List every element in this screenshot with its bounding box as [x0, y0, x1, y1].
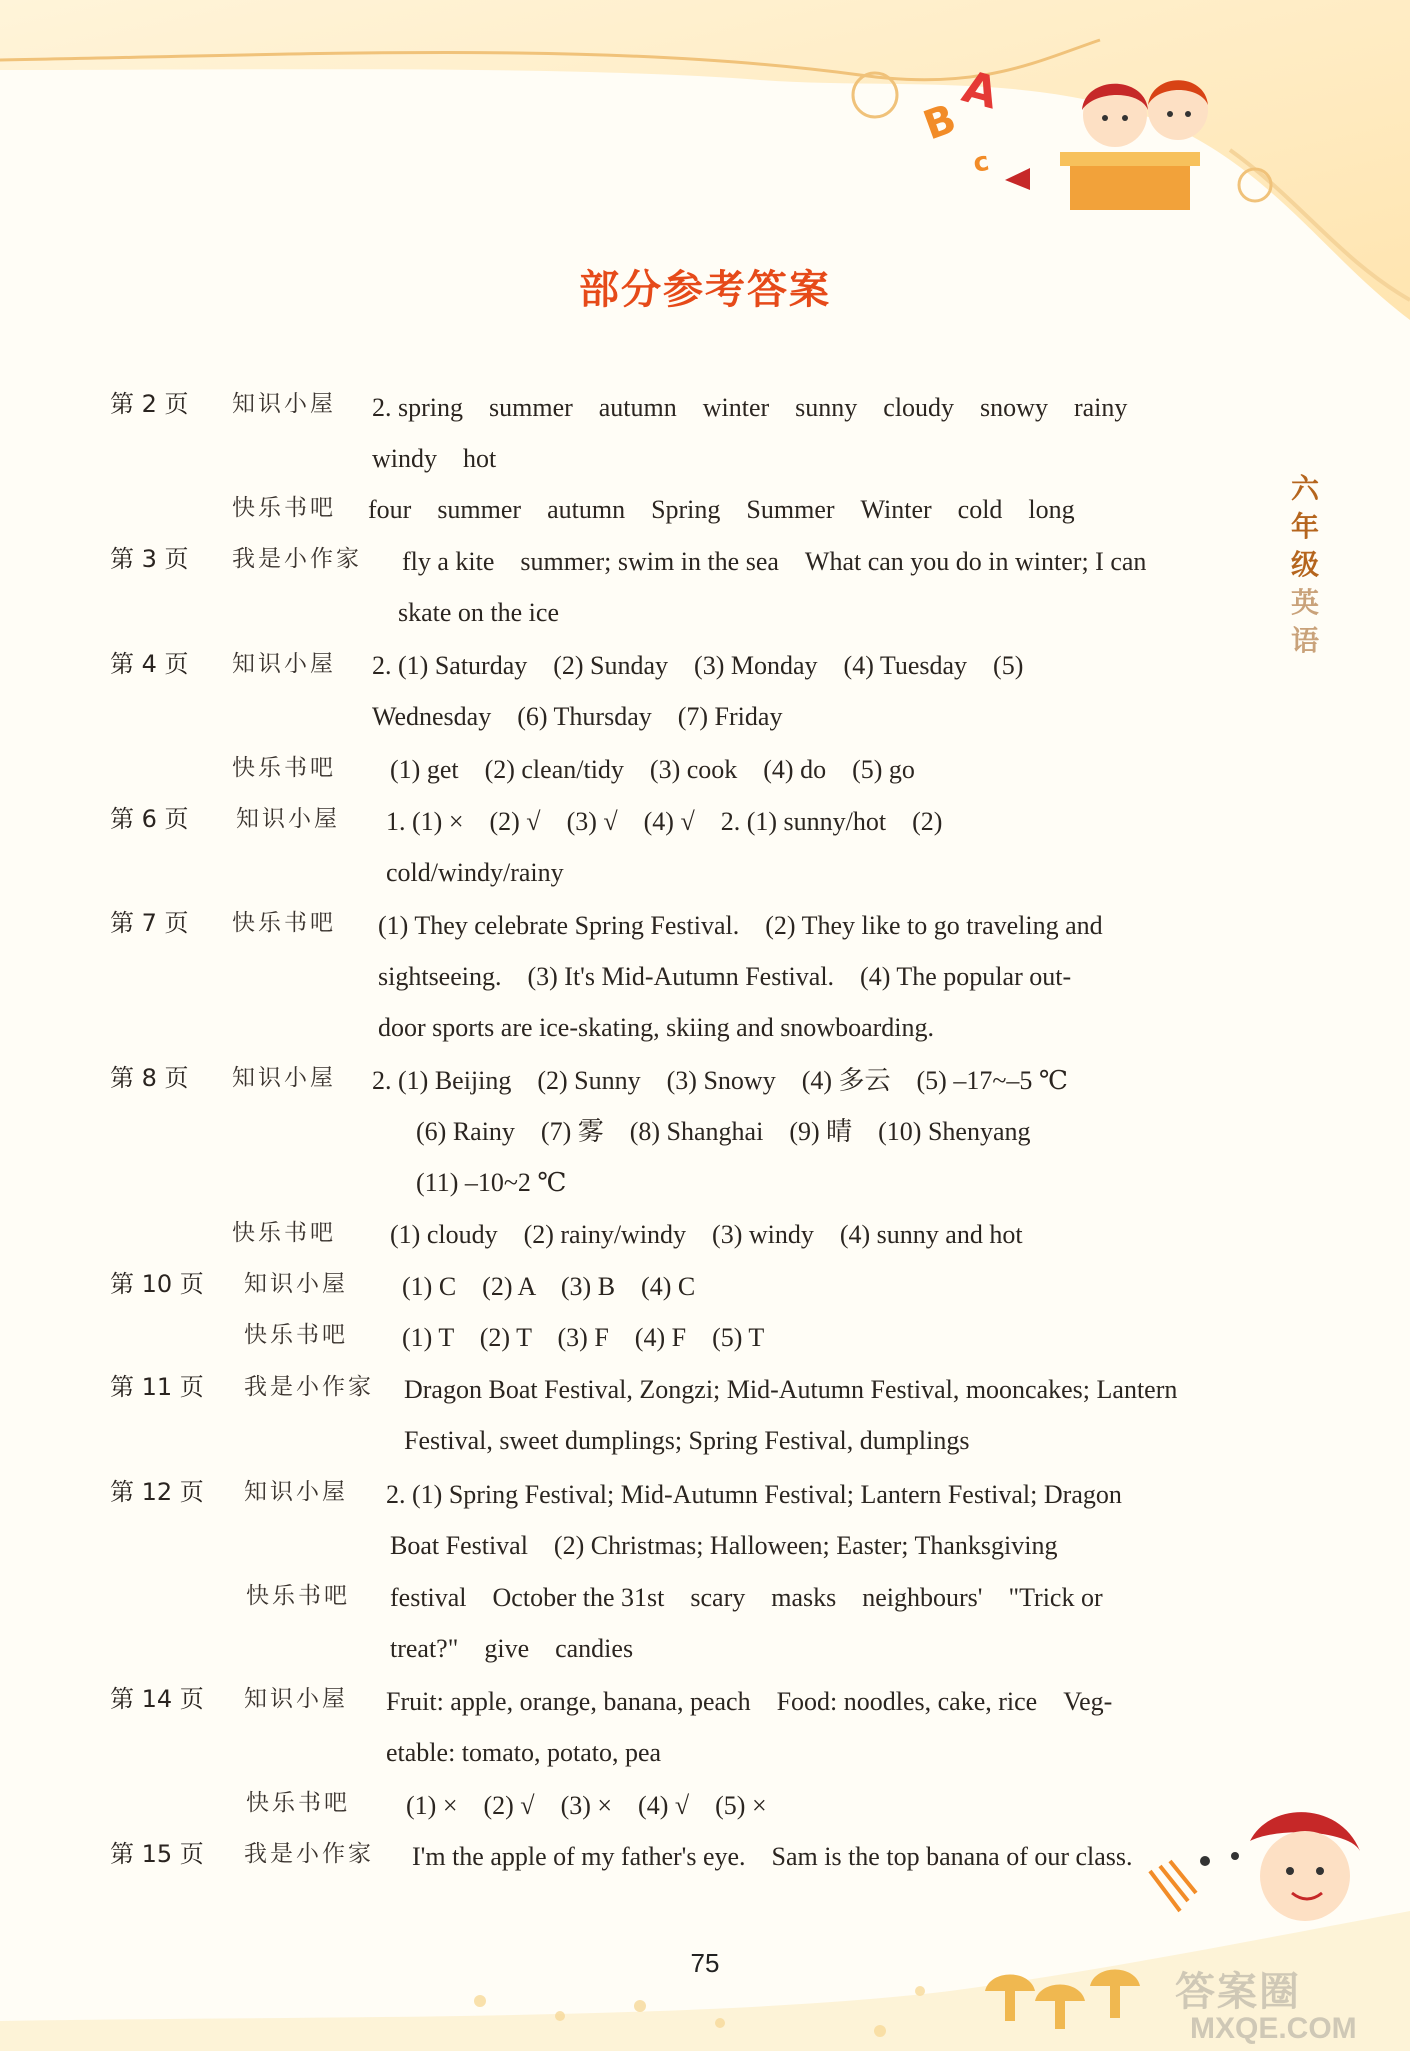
section-label: 知识小屋 — [232, 391, 336, 417]
section-label: 知识小屋 — [244, 1479, 348, 1505]
section-label: 快乐书吧 — [244, 1322, 348, 1348]
side-label-char: 语 — [1290, 624, 1319, 657]
answer-line: 2. (1) Saturday (2) Sunday (3) Monday (4) Tuesday (5) — [372, 651, 1024, 680]
side-label-char: 年 — [1290, 510, 1319, 543]
watermark-url: MXQE.COM — [1190, 2012, 1357, 2045]
page-ref: 第 4 页 — [110, 650, 189, 678]
kids-illustration — [1060, 80, 1208, 210]
answer-line: 2. (1) Spring Festival; Mid-Autumn Festival; Lantern Festival; Dragon — [386, 1480, 1122, 1509]
answer-line: cold/windy/rainy — [386, 858, 564, 887]
page-number: 75 — [690, 1948, 720, 1978]
answer-line: Festival, sweet dumplings; Spring Festival, dumplings — [404, 1426, 970, 1455]
answer-line: fly a kite summer; swim in the sea What can you do in winter; I can — [402, 547, 1147, 576]
section-label: 知识小屋 — [232, 651, 336, 677]
answer-line: treat?" give candies — [390, 1634, 634, 1663]
side-label-char: 英 — [1290, 586, 1319, 619]
section-label: 知识小屋 — [236, 806, 340, 832]
page-ref: 第 14 页 — [110, 1685, 204, 1713]
answer-line: Wednesday (6) Thursday (7) Friday — [372, 702, 783, 731]
answer-line: four summer autumn Spring Summer Winter cold long — [368, 495, 1075, 524]
page-ref: 第 10 页 — [110, 1270, 204, 1298]
page-ref: 第 7 页 — [110, 909, 189, 937]
answer-line: (1) cloudy (2) rainy/windy (3) windy (4) sunny and hot — [390, 1220, 1023, 1249]
side-label — [1288, 470, 1322, 660]
section-label: 快乐书吧 — [232, 755, 336, 781]
header-decoration — [0, 0, 1410, 420]
answer-line: (11) –10~2 ℃ — [416, 1168, 567, 1197]
section-label: 快乐书吧 — [246, 1583, 350, 1609]
section-label: 快乐书吧 — [232, 910, 336, 936]
answer-line: 1. (1) × (2) √ (3) √ (4) √ 2. (1) sunny/hot (2) — [386, 807, 943, 836]
svg-text:B: B — [917, 95, 963, 150]
answer-line: (1) They celebrate Spring Festival. (2) They like to go traveling and — [378, 911, 1103, 940]
section-label: 快乐书吧 — [246, 1790, 350, 1816]
page-title: 部分参考答案 — [579, 267, 831, 313]
answer-line: etable: tomato, potato, pea — [386, 1738, 662, 1767]
svg-text:A: A — [957, 61, 1004, 120]
answer-line: Fruit: apple, orange, banana, peach Food: noodles, cake, rice Veg- — [386, 1687, 1113, 1716]
answer-line: Boat Festival (2) Christmas; Halloween; Easter; Thanksgiving — [390, 1531, 1058, 1560]
answer-line: (1) get (2) clean/tidy (3) cook (4) do (5) go — [390, 755, 915, 784]
section-label: 知识小屋 — [244, 1271, 348, 1297]
section-label: 我是小作家 — [244, 1374, 374, 1400]
page-ref: 第 6 页 — [110, 805, 189, 833]
answer-line: festival October the 31st scary masks neighbours' "Trick or — [390, 1583, 1103, 1612]
answer-line: (6) Rainy (7) 雾 (8) Shanghai (9) 晴 (10) Shenyang — [416, 1117, 1031, 1146]
answer-line: windy hot — [372, 444, 497, 473]
answer-line: Dragon Boat Festival, Zongzi; Mid-Autumn Festival, mooncakes; Lantern — [404, 1375, 1178, 1404]
answer-line: skate on the ice — [398, 598, 559, 627]
page-ref: 第 11 页 — [110, 1373, 204, 1401]
answer-line: (1) T (2) T (3) F (4) F (5) T — [402, 1323, 765, 1352]
answer-line: (1) × (2) √ (3) × (4) √ (5) × — [406, 1791, 767, 1820]
side-label-char: 级 — [1290, 548, 1319, 581]
page-ref: 第 12 页 — [110, 1478, 204, 1506]
section-label: 知识小屋 — [232, 1065, 336, 1091]
section-label: 快乐书吧 — [232, 1220, 336, 1246]
svg-text:c: c — [971, 146, 992, 179]
answer-line: 2. spring summer autumn winter sunny cloudy snowy rainy — [372, 393, 1128, 422]
answer-line: 2. (1) Beijing (2) Sunny (3) Snowy (4) 多云 (5) –17~–5 ℃ — [372, 1066, 1068, 1095]
section-label: 我是小作家 — [244, 1841, 374, 1867]
boy-illustration — [1150, 1812, 1360, 1921]
page-ref: 第 15 页 — [110, 1840, 204, 1868]
answer-line: door sports are ice-skating, skiing and snowboarding. — [378, 1013, 935, 1042]
page-ref: 第 2 页 — [110, 390, 189, 418]
page-ref: 第 3 页 — [110, 545, 189, 573]
section-label: 知识小屋 — [244, 1686, 348, 1712]
side-label-char: 六 — [1290, 472, 1319, 505]
answer-line: I'm the apple of my father's eye. Sam is the top banana of our class. — [412, 1842, 1133, 1871]
answer-line: (1) C (2) A (3) B (4) C — [402, 1272, 696, 1301]
answer-line: sightseeing. (3) It's Mid-Autumn Festival. (4) The popular out- — [378, 962, 1072, 991]
watermark-logo: 答案圈 — [1175, 1969, 1301, 2015]
section-label: 我是小作家 — [232, 546, 362, 572]
page-ref: 第 8 页 — [110, 1064, 189, 1092]
section-label: 快乐书吧 — [232, 495, 336, 521]
